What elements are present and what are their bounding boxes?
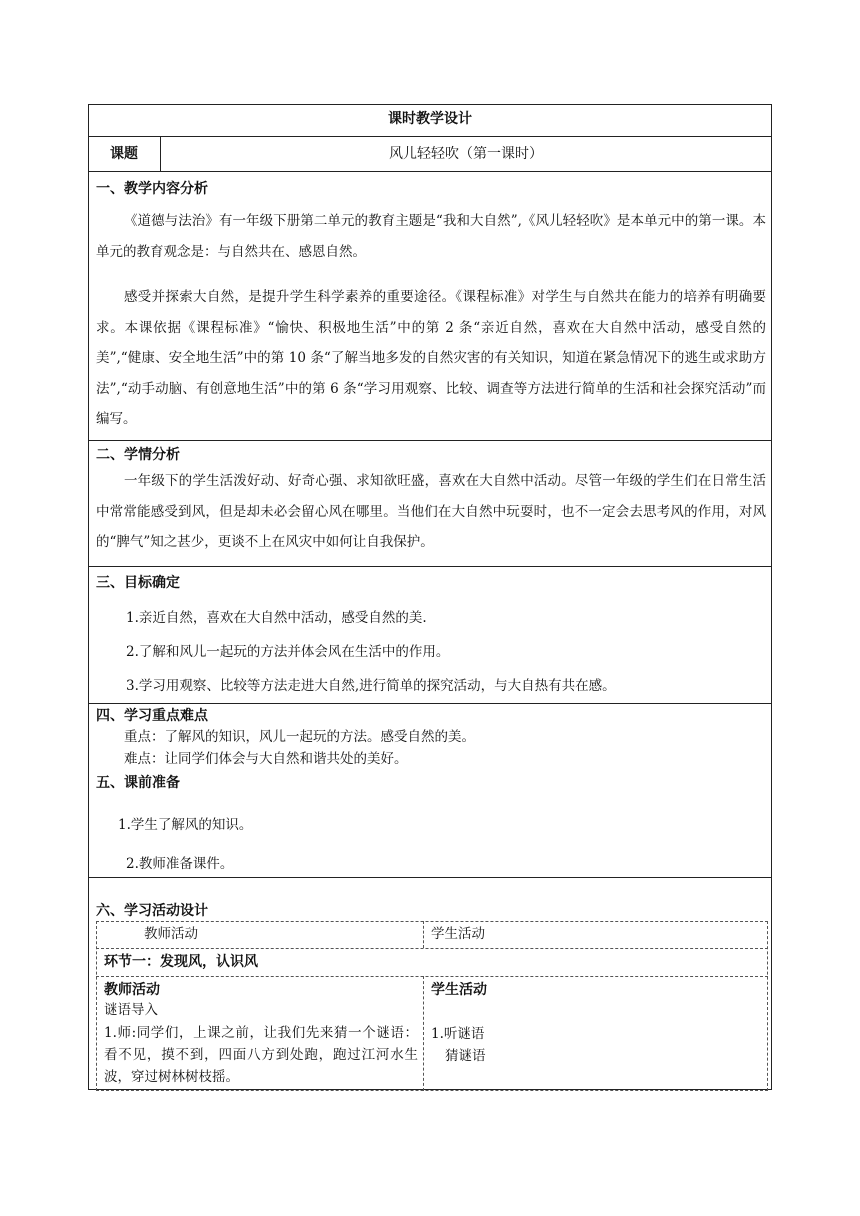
preparation-item: 1.学生了解风的知识。 [118,817,253,833]
section-heading-goals: 三、目标确定 [96,575,180,591]
row-divider [88,440,772,441]
row-divider [88,877,772,878]
teacher-activity-subtitle: 谜语导入 [104,1002,158,1018]
goal-item: 2.了解和风儿一起玩的方法并体会风在生活中的作用。 [126,644,450,660]
section-heading-activity-design: 六、学习活动设计 [96,903,208,919]
section-heading-preparation: 五、课前准备 [96,775,180,791]
stage-heading: 环节一：发现风，认识风 [104,954,258,970]
section-heading-student-analysis: 二、学情分析 [96,447,180,463]
student-activity-item: 猜谜语 [445,1048,486,1064]
activity-row-divider [96,948,768,949]
key-point-text: 重点：了解风的知识，风儿一起玩的方法。感受自然的美。 [124,729,475,745]
section-heading-content-analysis: 一、教学内容分析 [96,181,208,197]
activity-column-divider [423,921,424,948]
content-analysis-paragraph-2: 感受并探索大自然，是提升学生科学素养的重要途径。《课程标准》对学生与自然共在能力的培养有明确要求。本课依据《课程标准》“愉快、积极地生活”中的第 2 条“亲近自然，喜欢在大自然中活动，感受自然的美”,“健康、安全地生活”中的第 10 条“了解当地多发的自然灾害的有关知识，知道在紧急情况下的逃生或求助方法”,“动手动脑、有创意地生活”中的第 6 条“学习用观察、比较、调查等方法进行简单的生活和社会探究活动”而编写。 [96,289,766,427]
student-analysis-paragraph: 一年级下的学生活泼好动、好奇心强、求知欲旺盛，喜欢在大自然中活动。尽管一年级的学生们在日常生活中常常能感受到风，但是却未必会留心风在哪里。当他们在大自然中玩耍时，也不一定会去思考风的作用，对风的“脾气”知之甚少，更谈不上在风灾中如何让自我保护。 [96,473,766,550]
difficulty-text: 难点：让同学们体会与大自然和谐共处的美好。 [124,751,408,767]
content-analysis-paragraph-1: 《道德与法治》有一年级下册第二单元的教育主题是“我和大自然”,《风儿轻轻吹》是本单元中的第一课。本单元的教育观念是：与自然共在、感恩自然。 [96,213,766,260]
page-title: 课时教学设计 [388,111,472,127]
student-column-header: 学生活动 [431,926,485,942]
topic-value: 风儿轻轻吹（第一课时） [389,146,543,162]
teacher-column-header: 教师活动 [144,926,198,942]
row-divider [88,703,772,704]
row-divider [88,136,772,137]
student-activity-heading: 学生活动 [431,982,487,998]
row-divider [88,171,772,172]
section-heading-key-points: 四、学习重点难点 [96,708,208,724]
activity-row-divider [96,976,768,977]
student-activity-item: 1.听谜语 [431,1026,485,1042]
goal-item: 1.亲近自然，喜欢在大自然中活动，感受自然的美. [126,610,427,626]
goal-item: 3.学习用观察、比较等方法走进大自然,进行简单的探究活动，与大自热有共在感。 [126,678,616,694]
preparation-item: 2.教师准备课件。 [126,856,234,872]
activity-column-divider [423,976,424,1091]
topic-label: 课题 [110,146,138,162]
teacher-activity-heading: 教师活动 [104,982,160,998]
teacher-activity-text: 1.师:同学们，上课之前，让我们先来猜一个谜语：看不见，摸不到，四面八方到处跑，跑过江河水生波，穿过树林树枝摇。 [104,1025,418,1085]
row-divider [88,566,772,567]
